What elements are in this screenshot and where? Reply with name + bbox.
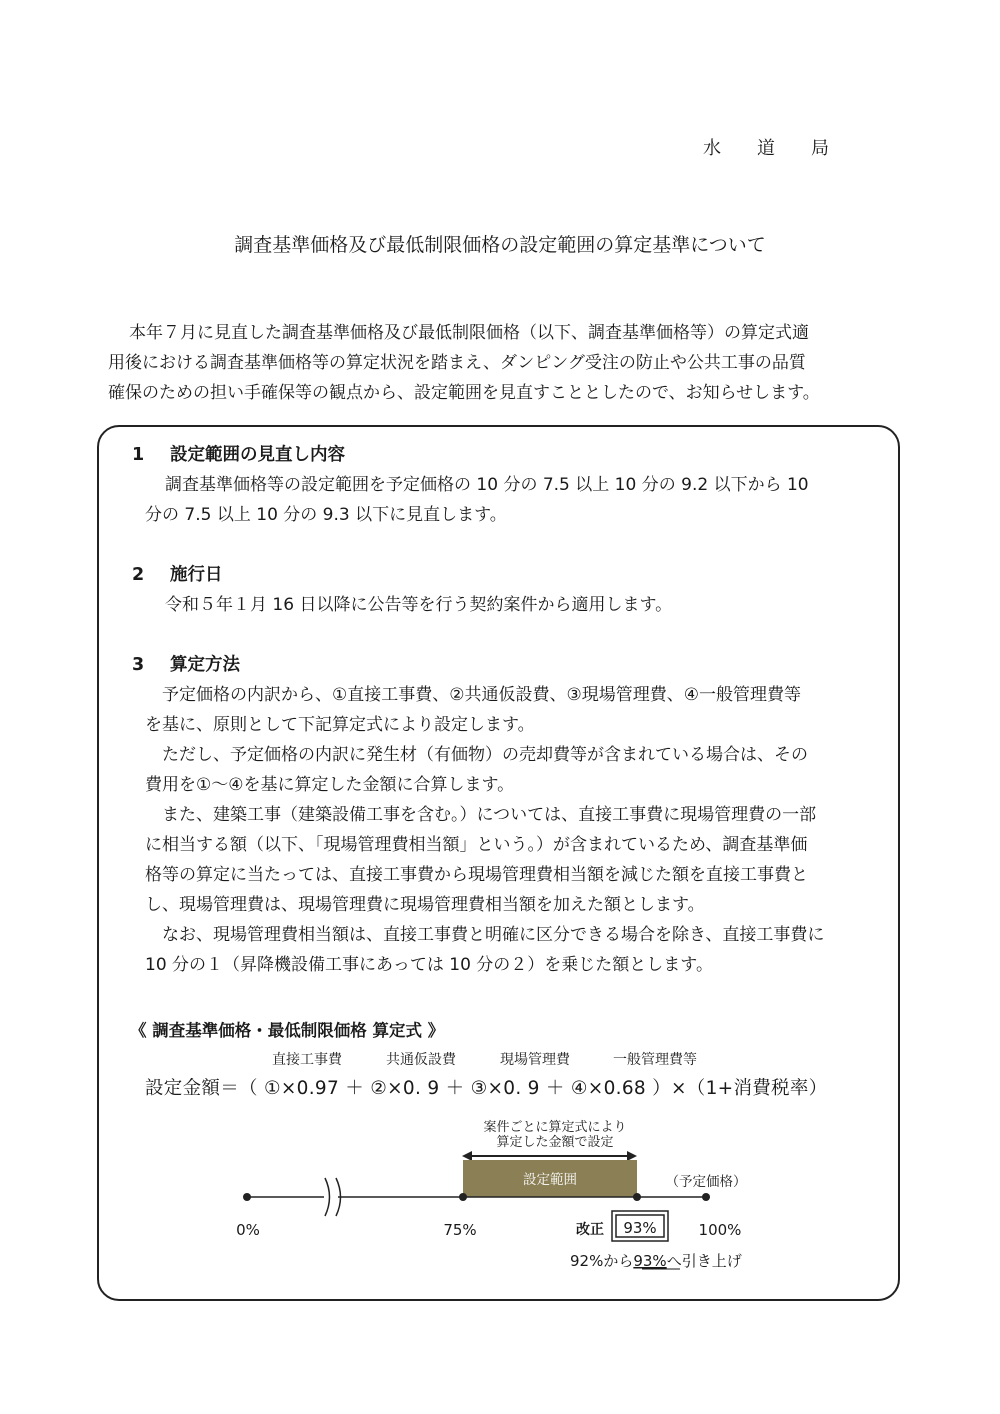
section-3-line-3: ただし、予定価格の内訳に発生材（有価物）の売却費等が含まれている場合は、その	[145, 745, 808, 765]
section-2-title: 施行日	[170, 565, 223, 585]
section-3-title: 算定方法	[170, 655, 240, 675]
section-2-number: 2	[132, 565, 145, 585]
change-prefix: 92%から	[570, 1252, 634, 1270]
axis-point-93	[633, 1193, 641, 1201]
section-3-line-6: に相当する額（以下、「現場管理費相当額」という。）が含まれているため、調査基準価	[145, 835, 808, 855]
axis-point-75	[459, 1193, 467, 1201]
section-2-heading	[132, 561, 223, 586]
intro-line-1: 本年７月に見直した調査基準価格及び最低制限価格（以下、調査基準価格等）の算定式適	[129, 323, 809, 343]
range-diagram	[0, 1110, 1000, 1280]
tick-100-label: 100%	[698, 1221, 742, 1239]
arrow-left-icon	[462, 1151, 472, 1161]
department-name: 水 道 局	[703, 138, 829, 159]
formula-label-direct-cost: 直接工事費	[272, 1052, 342, 1068]
setting-range-label: 設定範囲	[523, 1172, 577, 1188]
section-1-line-1: 調査基準価格等の設定範囲を予定価格の 10 分の 7.5 以上 10 分の 9.2 以下から 10	[165, 475, 809, 495]
section-3-heading	[132, 651, 240, 676]
range-note-line-1: 案件ごとに算定式により	[483, 1120, 627, 1135]
section-3-number: 3	[132, 655, 145, 675]
section-3-line-9: なお、現場管理費相当額は、直接工事費と明確に区分できる場合を除き、直接工事費に	[145, 925, 825, 945]
intro-line-3: 確保のための担い手確保等の観点から、設定範囲を見直すこととしたので、お知らせします。	[108, 383, 820, 403]
section-3-line-1: 予定価格の内訳から、①直接工事費、②共通仮設費、③現場管理費、④一般管理費等	[145, 685, 801, 705]
range-note-line-2: 算定した金額で設定	[496, 1135, 614, 1150]
section-3-line-10: 10 分の１（昇降機設備工事にあっては 10 分の２）を乗じた額とします。	[145, 955, 713, 975]
tick-0-label: 0%	[236, 1221, 260, 1239]
arrow-right-icon	[627, 1151, 637, 1161]
change-note	[570, 1252, 742, 1270]
formula-label-general-management: 一般管理費等	[613, 1052, 697, 1068]
axis-point-100	[702, 1193, 710, 1201]
formula-label-site-management: 現場管理費	[500, 1052, 570, 1068]
section-1-title: 設定範囲の見直し内容	[170, 445, 345, 465]
formula-title: 《 調査基準価格・最低制限価格 算定式 》	[130, 1021, 445, 1040]
section-1-heading	[132, 441, 345, 466]
axis-point-0	[243, 1193, 251, 1201]
formula-label-common-temporary: 共通仮設費	[386, 1052, 456, 1068]
revised-label: 改正	[576, 1222, 604, 1238]
section-3-line-5: また、建築工事（建築設備工事を含む。）については、直接工事費に現場管理費の一部	[145, 805, 817, 825]
change-suffix: へ引き上げ	[666, 1252, 742, 1270]
section-3-line-7: 格等の算定に当たっては、直接工事費から現場管理費相当額を減じた額を直接工事費と	[145, 865, 808, 885]
section-3-line-2: を基に、原則として下記算定式により設定します。	[145, 715, 535, 735]
axis-break-icon	[325, 1178, 330, 1216]
document-title: 調査基準価格及び最低制限価格の設定範囲の算定基準について	[234, 234, 766, 256]
intro-line-2: 用後における調査基準価格等の算定状況を踏まえ、ダンピング受注の防止や公共工事の品質	[108, 353, 806, 373]
section-3-line-8: し、現場管理費は、現場管理費に現場管理費相当額を加えた額とします。	[145, 895, 705, 915]
section-2-line-1: 令和５年１月 16 日以降に公告等を行う契約案件から適用します。	[165, 595, 673, 615]
planned-price-label: （予定価格）	[665, 1174, 747, 1190]
tick-75-label: 75%	[443, 1221, 477, 1239]
section-3-line-4: 費用を①～④を基に算定した金額に合算します。	[145, 775, 515, 795]
change-value: 93%	[633, 1252, 667, 1270]
formula-expression: 設定金額＝（ ①×0.97 ＋ ②×0. 9 ＋ ③×0. 9 ＋ ④×0.68 ）×（1+消費税率）	[145, 1078, 828, 1099]
revised-value: 93%	[623, 1219, 657, 1237]
section-1-line-2: 分の 7.5 以上 10 分の 9.3 以下に見直します。	[145, 505, 507, 525]
section-1-number: 1	[132, 445, 145, 465]
